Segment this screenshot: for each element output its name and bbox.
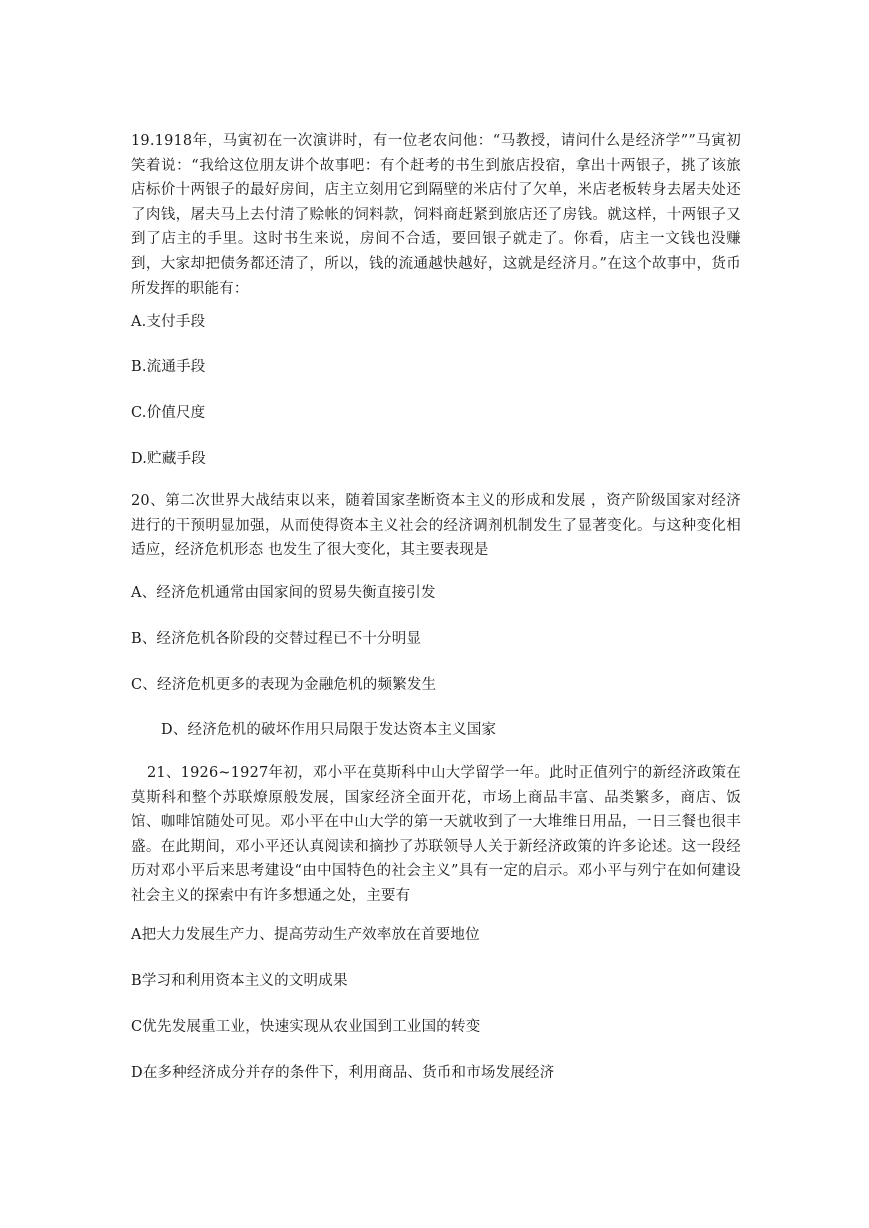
question-19-option-a: A.支付手段 [131, 314, 206, 330]
question-20-option-d: D、经济危机的破坏作用只局限于发达资本主义国家 [161, 722, 497, 738]
question-21-option-c: C优先发展重工业，快速实现从农业国到工业国的转变 [131, 1019, 481, 1035]
question-21-option-b: B学习和利用资本主义的文明成果 [131, 973, 348, 989]
question-21-stem: 21、1926~1927年初，邓小平在莫斯科中山大学留学一年。此时正值列宁的新经济政策在莫斯科和整个苏联燎原般发展，国家经济全面开花，市场上商品丰富、品类繁多，商店、饭馆、咖啡馆随处可见。邓小平在中山大学的第一天就收到了一大堆维日用品，一日三餐也很丰盛。在此期间，邓小平还认真阅读和摘抄了苏联领导人关于新经济政策的许多论述。这一段经历对邓小平后来思考建设“由中国特色的社会主义”具有一定的启示。邓小平与列宁在如何建设社会主义的探索中有许多想通之处，主要有 [131, 765, 741, 904]
question-20-option-c: C、经济危机更多的表现为金融危机的频繁发生 [131, 677, 437, 693]
question-20-option-a: A、经济危机通常由国家间的贸易失衡直接引发 [131, 585, 436, 601]
question-20-option-b: B、经济危机各阶段的交替过程已不十分明显 [131, 631, 422, 647]
question-20-stem: 20、第二次世界大战结束以来，随着国家垄断资本主义的形成和发展 ，资产阶级国家对经济进行的干预明显加强，从而使得资本主义社会的经济调剂机制发生了显著变化。与这种变化相适应，经济危机形态 也发生了很大变化，其主要表现是 [131, 493, 741, 559]
question-19-option-d: D.贮藏手段 [131, 451, 206, 467]
question-19-option-c: C.价值尺度 [131, 405, 206, 421]
question-19-option-b: B.流通手段 [131, 359, 206, 375]
question-21-option-a: A把大力发展生产力、提高劳动生产效率放在首要地位 [131, 927, 480, 943]
question-21-option-d: D在多种经济成分并存的条件下，利用商品、货币和市场发展经济 [131, 1065, 555, 1081]
question-19-stem: 19.1918年，马寅初在一次演讲时，有一位老农问他：“马教授，请问什么是经济学””马寅初笑着说：“我给这位朋友讲个故事吧：有个赶考的书生到旅店投宿，拿出十两银子，挑了该旅店标价十两银子的最好房间，店主立刻用它到隔壁的米店付了欠单，米店老板转身去屠夫处还了肉钱，屠夫马上去付清了赊帐的饲料款，饲料商赶紧到旅店还了房钱。就这样，十两银子又到了店主的手里。这时书生来说，房间不合适，要回银子就走了。你看，店主一文钱也没赚到，大家却把债务都还清了，所以，钱的流通越快越好，这就是经济月。”在这个故事中，货币所发挥的职能有： [131, 133, 741, 297]
